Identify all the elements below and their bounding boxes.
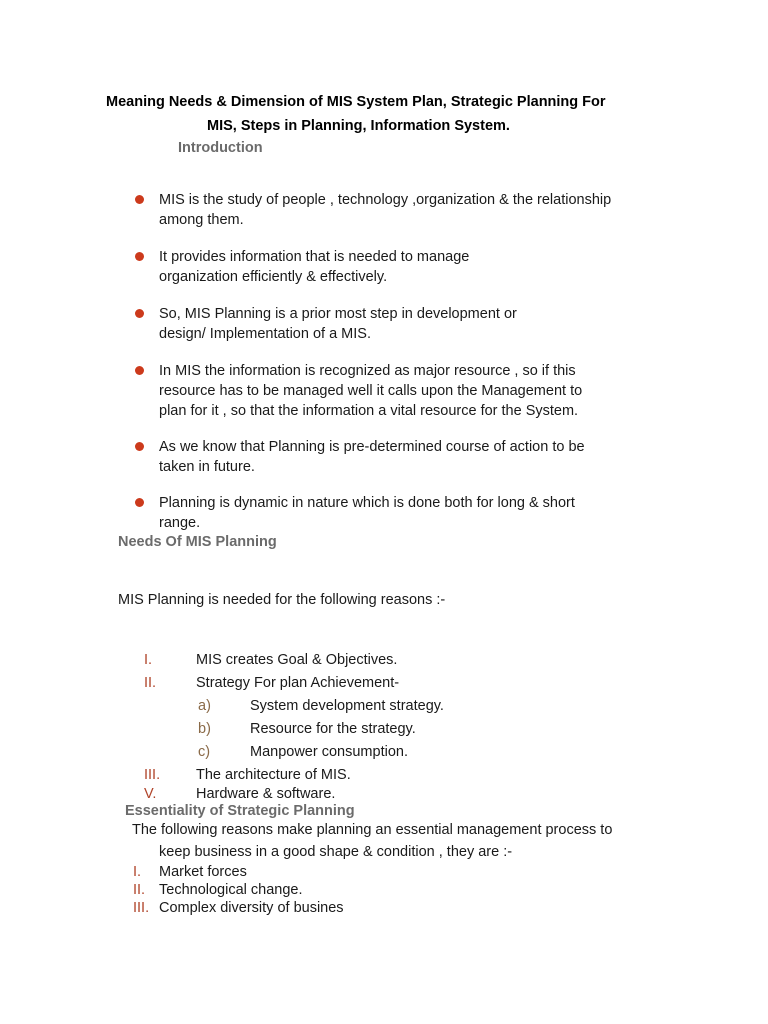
document-title-line-2: MIS, Steps in Planning, Information System. — [207, 118, 510, 134]
document-title-line-1: Meaning Needs & Dimension of MIS System Plan, Strategic Planning For — [106, 94, 606, 110]
list-item-text: Complex diversity of busines — [159, 900, 344, 916]
bullet-line: plan for it , so that the information a vital resource for the System. — [159, 403, 579, 419]
bullet-line: design/ Implementation of a MIS. — [159, 326, 371, 342]
bullet-line: It provides information that is needed to manage — [159, 249, 470, 265]
list-marker: c) — [198, 744, 211, 760]
bullet-line: taken in future. — [159, 459, 255, 475]
essentiality-intro-line-1: The following reasons make planning an essential management process to — [132, 822, 613, 838]
list-item-text: Market forces — [159, 864, 247, 880]
list-item-text: MIS creates Goal & Objectives. — [196, 652, 398, 668]
needs-heading: Needs Of MIS Planning — [118, 534, 277, 550]
bullet-dot-icon — [135, 366, 144, 375]
bullet-dot-icon — [135, 252, 144, 261]
bullet-line: range. — [159, 515, 201, 531]
list-marker: V. — [144, 786, 157, 802]
bullet-line: organization efficiently & effectively. — [159, 269, 388, 285]
bullet-line: MIS is the study of people , technology ,organization & the relationship — [159, 192, 612, 208]
list-item-text: Hardware & software. — [196, 786, 336, 802]
list-marker: b) — [198, 721, 211, 737]
list-marker: II. — [144, 675, 157, 691]
bullet-line: So, MIS Planning is a prior most step in development or — [159, 306, 517, 322]
essentiality-heading: Essentiality of Strategic Planning — [125, 803, 355, 819]
list-marker: I. — [133, 864, 142, 880]
bullet-dot-icon — [135, 498, 144, 507]
bullet-line: Planning is dynamic in nature which is done both for long & short — [159, 495, 575, 511]
needs-intro-text: MIS Planning is needed for the following reasons :- — [118, 592, 446, 608]
bullet-dot-icon — [135, 195, 144, 204]
list-item-text: Manpower consumption. — [250, 744, 408, 760]
bullet-line: resource has to be managed well it calls upon the Management to — [159, 383, 583, 399]
bullet-dot-icon — [135, 309, 144, 318]
list-item-text: Technological change. — [159, 882, 303, 898]
list-item-text: System development strategy. — [250, 698, 444, 714]
list-marker: III. — [133, 900, 150, 916]
bullet-line: As we know that Planning is pre-determined course of action to be — [159, 439, 585, 455]
essentiality-intro-line-2: keep business in a good shape & condition , they are :- — [159, 844, 513, 860]
list-marker: I. — [144, 652, 153, 668]
intro-heading: Introduction — [178, 140, 263, 156]
list-marker: a) — [198, 698, 211, 714]
list-item-text: The architecture of MIS. — [196, 767, 351, 783]
list-item-text: Resource for the strategy. — [250, 721, 416, 737]
bullet-line: among them. — [159, 212, 244, 228]
list-marker: II. — [133, 882, 146, 898]
bullet-dot-icon — [135, 442, 144, 451]
bullet-line: In MIS the information is recognized as major resource , so if this — [159, 363, 576, 379]
list-item-text: Strategy For plan Achievement- — [196, 675, 400, 691]
list-marker: III. — [144, 767, 161, 783]
